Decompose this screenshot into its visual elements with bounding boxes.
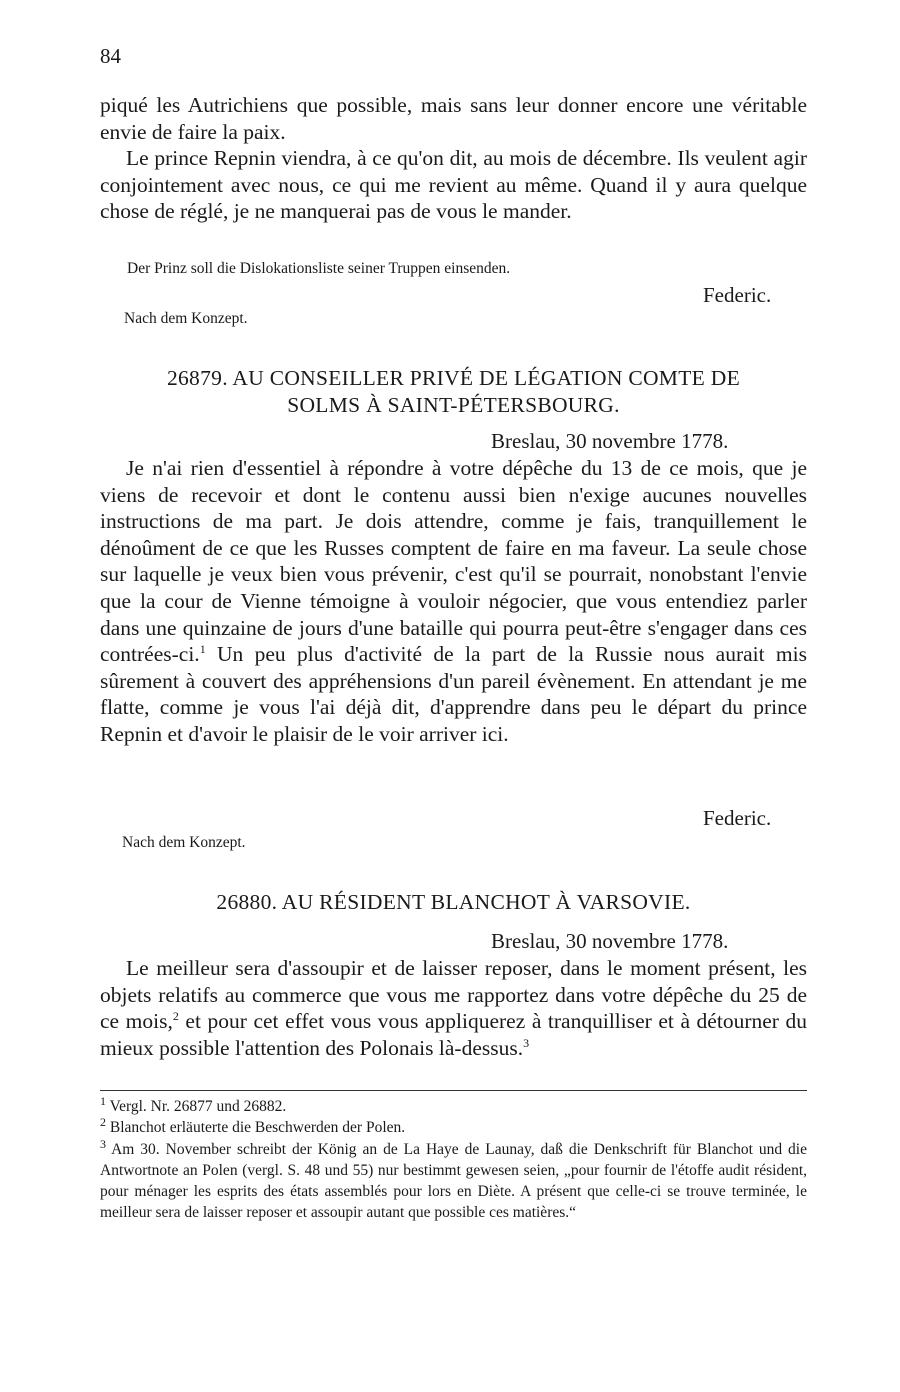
paragraph	[100, 455, 807, 748]
letter-heading	[100, 365, 807, 419]
letter-body	[100, 955, 807, 1061]
letter-body	[100, 455, 807, 748]
letter-date: Breslau, 30 novembre 1778.	[491, 929, 729, 953]
text-run: Le meilleur sera d'assoupir et de laisser reposer, dans le moment présent, les objets relatifs au commerce que vous me rapportez dans votre dépêche du 25 de ce mois,	[100, 956, 807, 1034]
source-note: Nach dem Konzept.	[122, 834, 246, 851]
letter-date: Breslau, 30 novembre 1778.	[491, 429, 729, 453]
paragraph: Le prince Repnin viendra, à ce qu'on dit, au mois de décembre. Ils veulent agir conjointement avec nous, ce qui me revient au même. Quand il y aura quelque chose de réglé, je ne manquerai pas de vous le mander.	[100, 146, 807, 224]
source-note: Nach dem Konzept.	[124, 310, 248, 327]
footnote-ref: 2	[172, 1009, 179, 1024]
text-run: et pour cet effet vous vous appliquerez à tranquilliser et à détourner du mieux possible l'attention des Polonais là-dessus.	[100, 1009, 807, 1060]
footnote-text: Am 30. November schreibt der König an de La Haye de Launay, daß die Denkschrift für Blanchot und die Antwortnote an Polen (vergl. S. 48 und 55) nur bestimmt gewesen seien, „pour fournir de l'étoffe audit résident, pour ménager les esprits des états assemblés pour lors en Diète. A présent que celle-ci se trouve terminée, le meilleur sera de laisser reposer et assoupir autant que possible ces matières.“	[100, 1140, 807, 1222]
footnote	[100, 1117, 807, 1138]
paragraph	[100, 955, 807, 1061]
text-run: Un peu plus d'activité de la part de la Russie nous aurait mis sûrement à couvert des appréhensions d'un pareil évènement. En attendant je me flatte, comme je vous l'ai déjà dit, d'apprendre dans peu le départ du prince Repnin et d'avoir le plaisir de le voir arriver ici.	[100, 642, 807, 746]
footnotes	[100, 1093, 807, 1224]
footnote-text: Blanchot erläuterte die Beschwerden der Polen.	[106, 1119, 406, 1137]
continued-letter-text	[100, 92, 807, 225]
footnote-number: 3	[100, 1136, 106, 1151]
footnote-number: 1	[100, 1093, 106, 1108]
letter-heading: 26880. AU RÉSIDENT BLANCHOT À VARSOVIE.	[216, 890, 691, 914]
signature: Federic.	[703, 283, 772, 307]
paragraph: piqué les Autrichiens que possible, mais sans leur donner encore une véritable envie de faire la paix.	[100, 93, 807, 144]
footnote-text: Vergl. Nr. 26877 und 26882.	[106, 1098, 287, 1115]
footnote-ref: 1	[199, 642, 206, 656]
footnote-number: 2	[100, 1115, 106, 1130]
footnote	[100, 1093, 807, 1117]
signature: Federic.	[703, 806, 772, 830]
editor-note: Der Prinz soll die Dislokationsliste seiner Truppen einsenden.	[127, 260, 511, 277]
text-run: Je n'ai rien d'essentiel à répondre à votre dépêche du 13 de ce mois, que je viens de recevoir et dont le contenu aussi bien n'exige aucunes nouvelles instructions de ma part. Je dois attendre, comme je fais, tranquillement le dénoûment de ce que les Russes comptent de faire en ma faveur. La seule chose sur laquelle je veux bien vous prévenir, c'est qu'il se pourrait, nonobstant l'envie que la cour de Vienne témoigne à vouloir négocier, que vous entendiez parler dans une quinzaine de jours d'une bataille qui pourra peut-être s'engager dans ces contrées-ci.	[100, 456, 807, 667]
footnote-divider	[100, 1090, 807, 1091]
page-number: 84	[100, 44, 121, 68]
heading-line: SOLMS À SAINT-PÉTERSBOURG.	[287, 393, 620, 417]
footnote	[100, 1136, 807, 1224]
footnote-ref: 3	[523, 1035, 530, 1050]
heading-line: 26879. AU CONSEILLER PRIVÉ DE LÉGATION COMTE DE	[166, 366, 741, 390]
